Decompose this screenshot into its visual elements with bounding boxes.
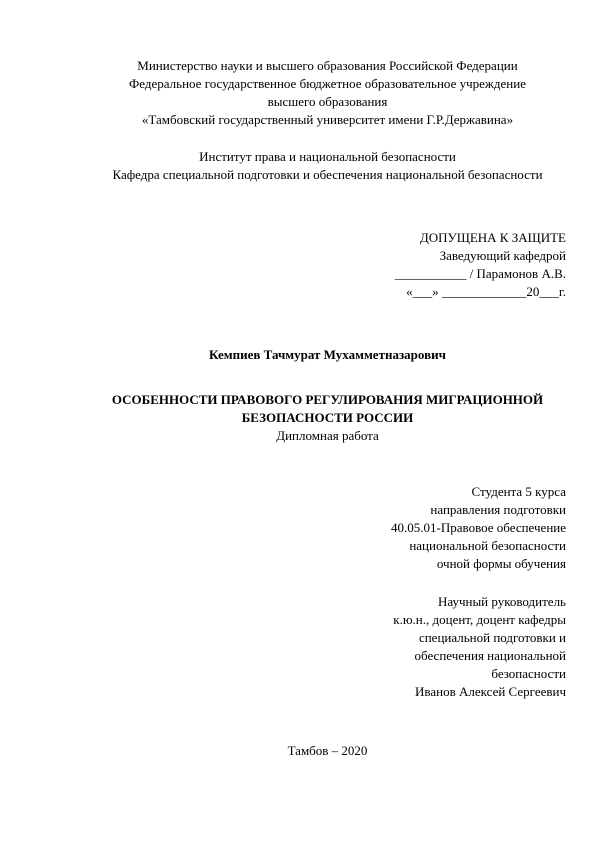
approval-role: Заведующий кафедрой [439, 248, 566, 263]
city-year: Тамбов – 2020 [287, 743, 368, 758]
student-info-line1: Студента 5 курса [471, 484, 566, 499]
supervisor-line2: к.ю.н., доцент, доцент кафедры [393, 612, 566, 627]
ministry-line: Министерство науки и высшего образования Российской Федерации [137, 58, 518, 73]
supervisor-line4: обеспечения национальной [414, 648, 566, 663]
thesis-title-line2: БЕЗОПАСНОСТИ РОССИИ [241, 410, 414, 425]
approval-date-line: «___» _____________20___г. [406, 284, 566, 299]
thesis-type: Дипломная работа [276, 428, 379, 443]
supervisor-line1: Научный руководитель [437, 594, 566, 609]
education-level-line: высшего образования [267, 94, 388, 109]
student-info-line5: очной формы обучения [436, 556, 566, 571]
student-info-line3: 40.05.01-Правовое обеспечение [391, 520, 566, 535]
department-line: Кафедра специальной подготовки и обеспечения национальной безопасности [112, 167, 543, 182]
student-info-line4: национальной безопасности [409, 538, 566, 553]
student-info-line2: направления подготовки [430, 502, 566, 517]
institute-line: Институт права и национальной безопасности [199, 149, 456, 164]
author-name: Кемпиев Тачмурат Мухамметназарович [209, 347, 446, 362]
university-line: «Тамбовский государственный университет имени Г.Р.Державина» [141, 112, 514, 127]
supervisor-line5: безопасности [491, 666, 566, 681]
approval-signature-line: ___________ / Парамонов А.В. [394, 266, 566, 281]
thesis-title-line1: ОСОБЕННОСТИ ПРАВОВОГО РЕГУЛИРОВАНИЯ МИГРАЦИОННОЙ [111, 392, 544, 407]
institution-type-line: Федеральное государственное бюджетное образовательное учреждение [129, 76, 526, 91]
approval-title: ДОПУЩЕНА К ЗАЩИТЕ [419, 230, 566, 245]
supervisor-line3: специальной подготовки и [418, 630, 566, 645]
supervisor-name: Иванов Алексей Сергеевич [415, 684, 566, 699]
